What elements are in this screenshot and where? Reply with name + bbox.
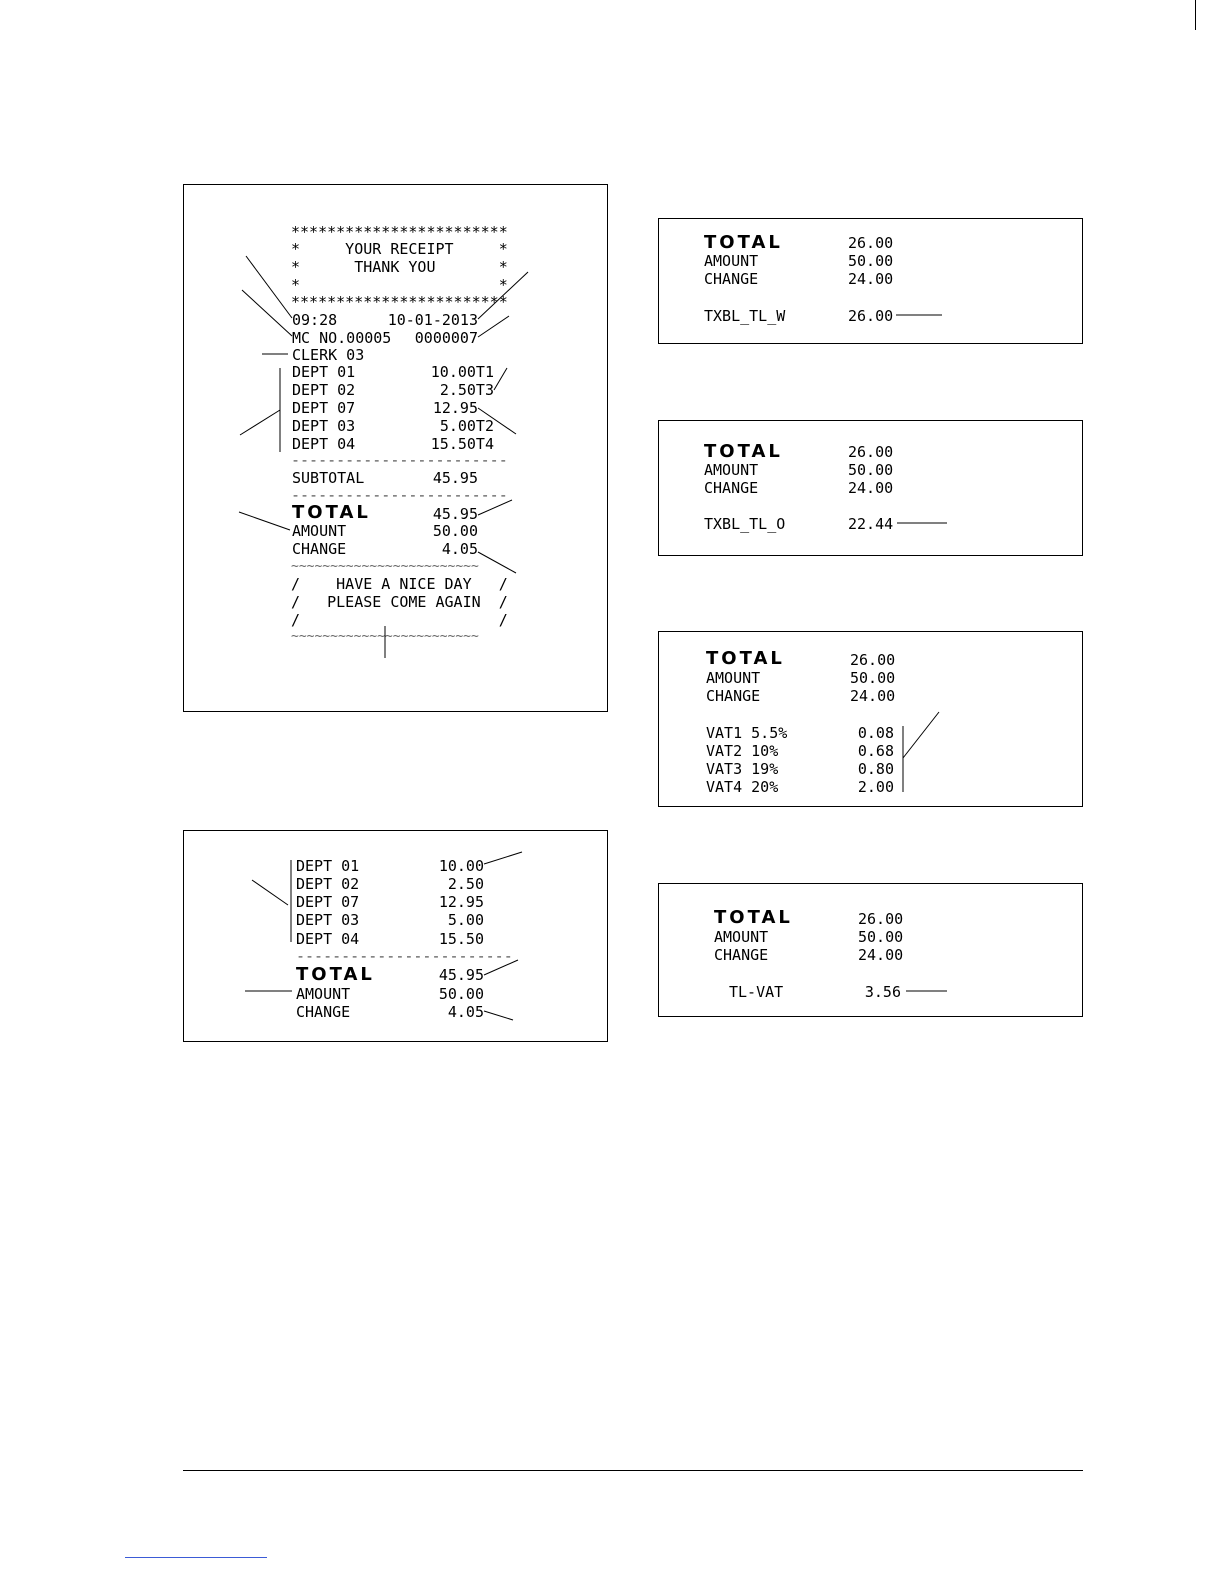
receipt-mc-no: MC NO.00005: [292, 329, 392, 347]
receipt-item-label: DEPT 02: [292, 381, 356, 399]
vat-rate-value: 2.00: [857, 778, 894, 796]
panel-w-taxable-value: 26.00: [848, 307, 894, 325]
receipt-total-value: 45.95: [432, 505, 478, 523]
receipt-dash-line: ------------------------: [291, 486, 508, 504]
receipt-header-line1: * YOUR RECEIPT *: [291, 240, 508, 258]
item-list-total-label: TOTAL: [296, 964, 375, 985]
panel-o-change-value: 24.00: [848, 479, 894, 497]
receipt-item-label: DEPT 01: [292, 363, 356, 381]
panel-o-total-value: 26.00: [848, 443, 894, 461]
panel-o-taxable-label: TXBL_TL_O: [704, 515, 786, 533]
callout-line: [484, 852, 522, 864]
receipt-footer-line1: / HAVE A NICE DAY /: [291, 575, 508, 593]
vat-rate-label: VAT1 5.5%: [706, 724, 788, 742]
item-list-label: DEPT 04: [296, 930, 360, 948]
receipt-stars-bottom: ************************: [291, 293, 508, 311]
receipt-tilde-line: ~~~~~~~~~~~~~~~~~~~~~~~~: [291, 629, 479, 644]
panel-o-change-label: CHANGE: [704, 479, 759, 497]
receipt-time: 09:28: [292, 311, 338, 329]
receipt-item-label: DEPT 07: [292, 399, 356, 417]
panel-tlvat-change-label: CHANGE: [714, 946, 769, 964]
receipt-subtotal-label: SUBTOTAL: [292, 469, 365, 487]
receipt-item-value: 10.00T1: [430, 363, 494, 381]
receipt-footer-line3: / /: [291, 611, 508, 629]
receipt-subtotal-value: 45.95: [432, 469, 478, 487]
panel-w-total-label: TOTAL: [704, 232, 783, 253]
panel-vat-change-value: 24.00: [850, 687, 896, 705]
panel-w-amount-label: AMOUNT: [704, 252, 759, 270]
item-list-label: DEPT 01: [296, 857, 360, 875]
panel-w-total-value: 26.00: [848, 234, 894, 252]
receipt-tilde-line: ~~~~~~~~~~~~~~~~~~~~~~~~: [291, 559, 479, 574]
panel-o-amount-label: AMOUNT: [704, 461, 759, 479]
callout-line: [478, 316, 509, 337]
vat-rate-label: VAT4 20%: [706, 778, 779, 796]
callout-line: [240, 410, 280, 435]
receipt-dash-line: ------------------------: [291, 451, 508, 469]
receipt-item-value: 15.50T4: [430, 435, 494, 453]
item-list-label: DEPT 07: [296, 893, 360, 911]
callout-line: [246, 256, 292, 318]
receipt-item-value: 12.95: [432, 399, 478, 417]
receipt-change-value: 4.05: [441, 540, 478, 558]
panel-o-taxable-value: 22.44: [848, 515, 894, 533]
receipt-amount-value: 50.00: [432, 522, 478, 540]
receipt-total-label: TOTAL: [292, 502, 371, 523]
receipt-clerk: CLERK 03: [292, 346, 365, 364]
callout-line: [478, 408, 516, 434]
item-list-amount-value: 50.00: [438, 985, 484, 1003]
receipt-item-value: 2.50T3: [439, 381, 494, 399]
callout-line: [903, 712, 939, 758]
receipt-date: 10-01-2013: [387, 311, 478, 329]
callout-line: [478, 552, 516, 573]
vat-rate-label: VAT3 19%: [706, 760, 779, 778]
callout-line: [484, 1011, 513, 1020]
item-list-label: DEPT 03: [296, 911, 360, 929]
callout-line: [478, 500, 512, 515]
panel-o-total-label: TOTAL: [704, 441, 783, 462]
receipt-item-label: DEPT 03: [292, 417, 356, 435]
panel-w-taxable-label: TXBL_TL_W: [704, 307, 786, 325]
panel-w-amount-value: 50.00: [848, 252, 894, 270]
item-list-value: 5.00: [447, 911, 484, 929]
panel-vat-amount-label: AMOUNT: [706, 669, 761, 687]
callout-line: [478, 272, 528, 319]
receipt-header-line3: * *: [291, 276, 508, 294]
vat-rate-value: 0.08: [857, 724, 894, 742]
panel-w-change-value: 24.00: [848, 270, 894, 288]
item-list-value: 10.00: [438, 857, 484, 875]
item-list-amount-label: AMOUNT: [296, 985, 351, 1003]
callout-line: [242, 290, 292, 336]
panel-tlvat-amount-value: 50.00: [858, 928, 904, 946]
panel-w-change-label: CHANGE: [704, 270, 759, 288]
receipt-item-value: 5.00T2: [439, 417, 494, 435]
vat-rate-value: 0.80: [857, 760, 894, 778]
panel-tlvat-total-label: TOTAL: [714, 907, 793, 928]
panel-vat-amount-value: 50.00: [850, 669, 896, 687]
panel-tlvat-label: TL-VAT: [729, 983, 784, 1001]
item-list-value: 2.50: [447, 875, 484, 893]
item-list-label: DEPT 02: [296, 875, 360, 893]
receipt-item-label: DEPT 04: [292, 435, 356, 453]
panel-vat-change-label: CHANGE: [706, 687, 761, 705]
callout-line: [484, 960, 518, 975]
receipt-change-label: CHANGE: [292, 540, 347, 558]
callout-line: [252, 880, 288, 905]
panel-tlvat-change-value: 24.00: [858, 946, 904, 964]
receipt-amount-label: AMOUNT: [292, 522, 347, 540]
callout-line: [494, 368, 507, 390]
item-list-dash-line: ------------------------: [296, 947, 513, 965]
item-list-change-value: 4.05: [447, 1003, 484, 1021]
item-list-value: 15.50: [438, 930, 484, 948]
panel-o-amount-value: 50.00: [848, 461, 894, 479]
panel-vat-total-label: TOTAL: [706, 648, 785, 669]
item-list-value: 12.95: [438, 893, 484, 911]
receipt-number: 0000007: [414, 329, 478, 347]
receipt-stars-top: ************************: [291, 223, 508, 241]
item-list-change-label: CHANGE: [296, 1003, 351, 1021]
callout-line: [239, 512, 290, 530]
vat-rate-value: 0.68: [857, 742, 894, 760]
panel-tlvat-value: 3.56: [864, 983, 901, 1001]
receipt-header-line2: * THANK YOU *: [291, 258, 508, 276]
receipt-footer-line2: / PLEASE COME AGAIN /: [291, 593, 508, 611]
panel-tlvat-total-value: 26.00: [858, 910, 904, 928]
item-list-total-value: 45.95: [438, 966, 484, 984]
panel-tlvat-amount-label: AMOUNT: [714, 928, 769, 946]
panel-vat-total-value: 26.00: [850, 651, 896, 669]
vat-rate-label: VAT2 10%: [706, 742, 779, 760]
